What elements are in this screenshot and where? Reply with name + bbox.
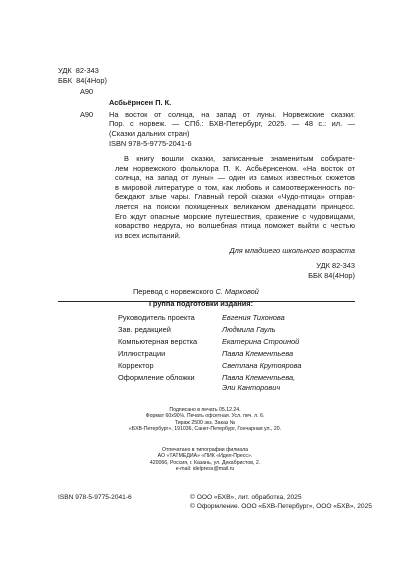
staff-name: Евгения Тихонова bbox=[222, 313, 285, 322]
author-sign-code: А90 bbox=[80, 87, 94, 96]
copyright-line: © ООО «БХВ», лит. обработка, 2025 bbox=[190, 494, 302, 501]
print-line: Подписано в печать 05.12.24. bbox=[169, 407, 241, 413]
bib-line: Пор. с норвеж. — СПб.: БХВ-Петербург, 2025. — 48 с.: ил. — bbox=[109, 119, 355, 129]
udk-value: 82-343 bbox=[75, 66, 99, 75]
print-info bbox=[105, 407, 305, 432]
staff-role: Корректор bbox=[118, 360, 154, 370]
staff-row bbox=[118, 325, 301, 335]
annotation-line: коварство недруга, но волшебная птица поможет выйти с честью bbox=[115, 221, 355, 231]
staff-role: Компьютерная верстка bbox=[118, 336, 198, 346]
annotation bbox=[115, 154, 355, 240]
staff-name-line: Эли Канторович bbox=[222, 382, 281, 392]
printer-line: 420066, Россия, г. Казань, ул. Декабристов, 2. bbox=[149, 459, 261, 466]
annotation-line: лем норвежского фольклора П. К. Асбьёрнсеном. «На восток от bbox=[115, 163, 355, 173]
bbk-line bbox=[58, 76, 107, 86]
udk-line bbox=[58, 66, 99, 76]
annotation-line: беждают злые чары. Главный герой сказки «Чудо-птица» отправ- bbox=[115, 192, 355, 202]
staff-role: Руководитель проекта bbox=[118, 313, 195, 322]
annotation-line: из всех испытаний. bbox=[115, 230, 181, 240]
bib-description bbox=[109, 110, 355, 139]
staff-name-line: Павла Клементьева, bbox=[222, 372, 296, 382]
bib-code: А90 bbox=[80, 110, 94, 119]
staff-row bbox=[118, 337, 301, 347]
copyright-line: © Оформление. ООО «БХВ-Петербург», ООО «БХВ», 2025 bbox=[190, 502, 372, 510]
audience: Для младшего школьного возраста bbox=[229, 246, 355, 255]
copyright-block bbox=[190, 494, 372, 511]
bbk-right: ББК 84(4Нор) bbox=[308, 271, 355, 280]
bib-line: На восток от солнца, на запад от луны. Норвежские сказки: bbox=[109, 109, 355, 119]
staff-row bbox=[118, 373, 301, 392]
group-title: Группа подготовки издания: bbox=[149, 299, 254, 308]
udk-right: УДК 82-343 bbox=[316, 261, 355, 270]
bbk-value: 84(4Нор) bbox=[76, 76, 107, 85]
udk-label: УДК bbox=[58, 66, 72, 75]
staff-name: Екатерина Строиной bbox=[222, 336, 300, 346]
print-line: Формат 60x90⅛. Печать офсетная. Усл. печ. л. 6. bbox=[145, 413, 265, 420]
staff-role: Зав. редакцией bbox=[118, 324, 171, 334]
staff-name bbox=[222, 373, 295, 392]
annotation-line: солнца, на запад от луны» — один из самых известных сюжетов bbox=[115, 173, 355, 183]
isbn-top: ISBN 978-5-9775-2041-6 bbox=[109, 139, 192, 148]
author-name: Асбьёрнсен П. К. bbox=[109, 98, 172, 107]
staff-name: Людмила Гауль bbox=[222, 324, 276, 334]
printer-line: e-mail: idelpress@mail.ru bbox=[175, 465, 235, 472]
bib-line: (Сказки дальних стран) bbox=[109, 128, 190, 138]
printer-info bbox=[105, 447, 305, 472]
staff-name: Павла Клементьева bbox=[222, 348, 294, 358]
printer-line: Отпечатано в типографии филиала bbox=[161, 447, 249, 453]
translation-credit bbox=[133, 287, 259, 297]
annotation-line: в мировой литературе о том, как любовь и самоотверженность по- bbox=[115, 182, 355, 192]
annotation-line: В книгу вошли сказки, записанные знаменитым собирате- bbox=[124, 154, 355, 163]
staff-row bbox=[118, 361, 301, 371]
isbn-bottom: ISBN 978-5-9775-2041-6 bbox=[58, 494, 132, 501]
bbk-label: ББК bbox=[58, 76, 73, 85]
translation-prefix: Перевод с норвежского bbox=[133, 287, 216, 296]
staff-list bbox=[118, 313, 301, 392]
staff-row bbox=[118, 349, 301, 359]
annotation-line: Его ждут опасные морские путешествия, сражение с чудовищами, bbox=[115, 211, 355, 221]
print-line: «БХВ-Петербург», 191036, Санкт-Петербург, Гончарная ул., 20. bbox=[128, 425, 282, 432]
annotation-line: ляется на поиски похищенных великаном двенадцати принцесс. bbox=[115, 201, 355, 211]
translator-name: С. Марковой bbox=[215, 287, 259, 296]
printer-line: АО «ТАТМЕДИА» «ПИК «Идел-Пресс». bbox=[157, 453, 253, 460]
staff-role: Иллюстрации bbox=[118, 348, 166, 358]
staff-row bbox=[118, 313, 301, 323]
staff-name: Светлана Крутоярова bbox=[222, 360, 302, 370]
print-line: Тираж 2500 экз. Заказ № bbox=[174, 419, 236, 426]
staff-role: Оформление обложки bbox=[118, 372, 195, 382]
